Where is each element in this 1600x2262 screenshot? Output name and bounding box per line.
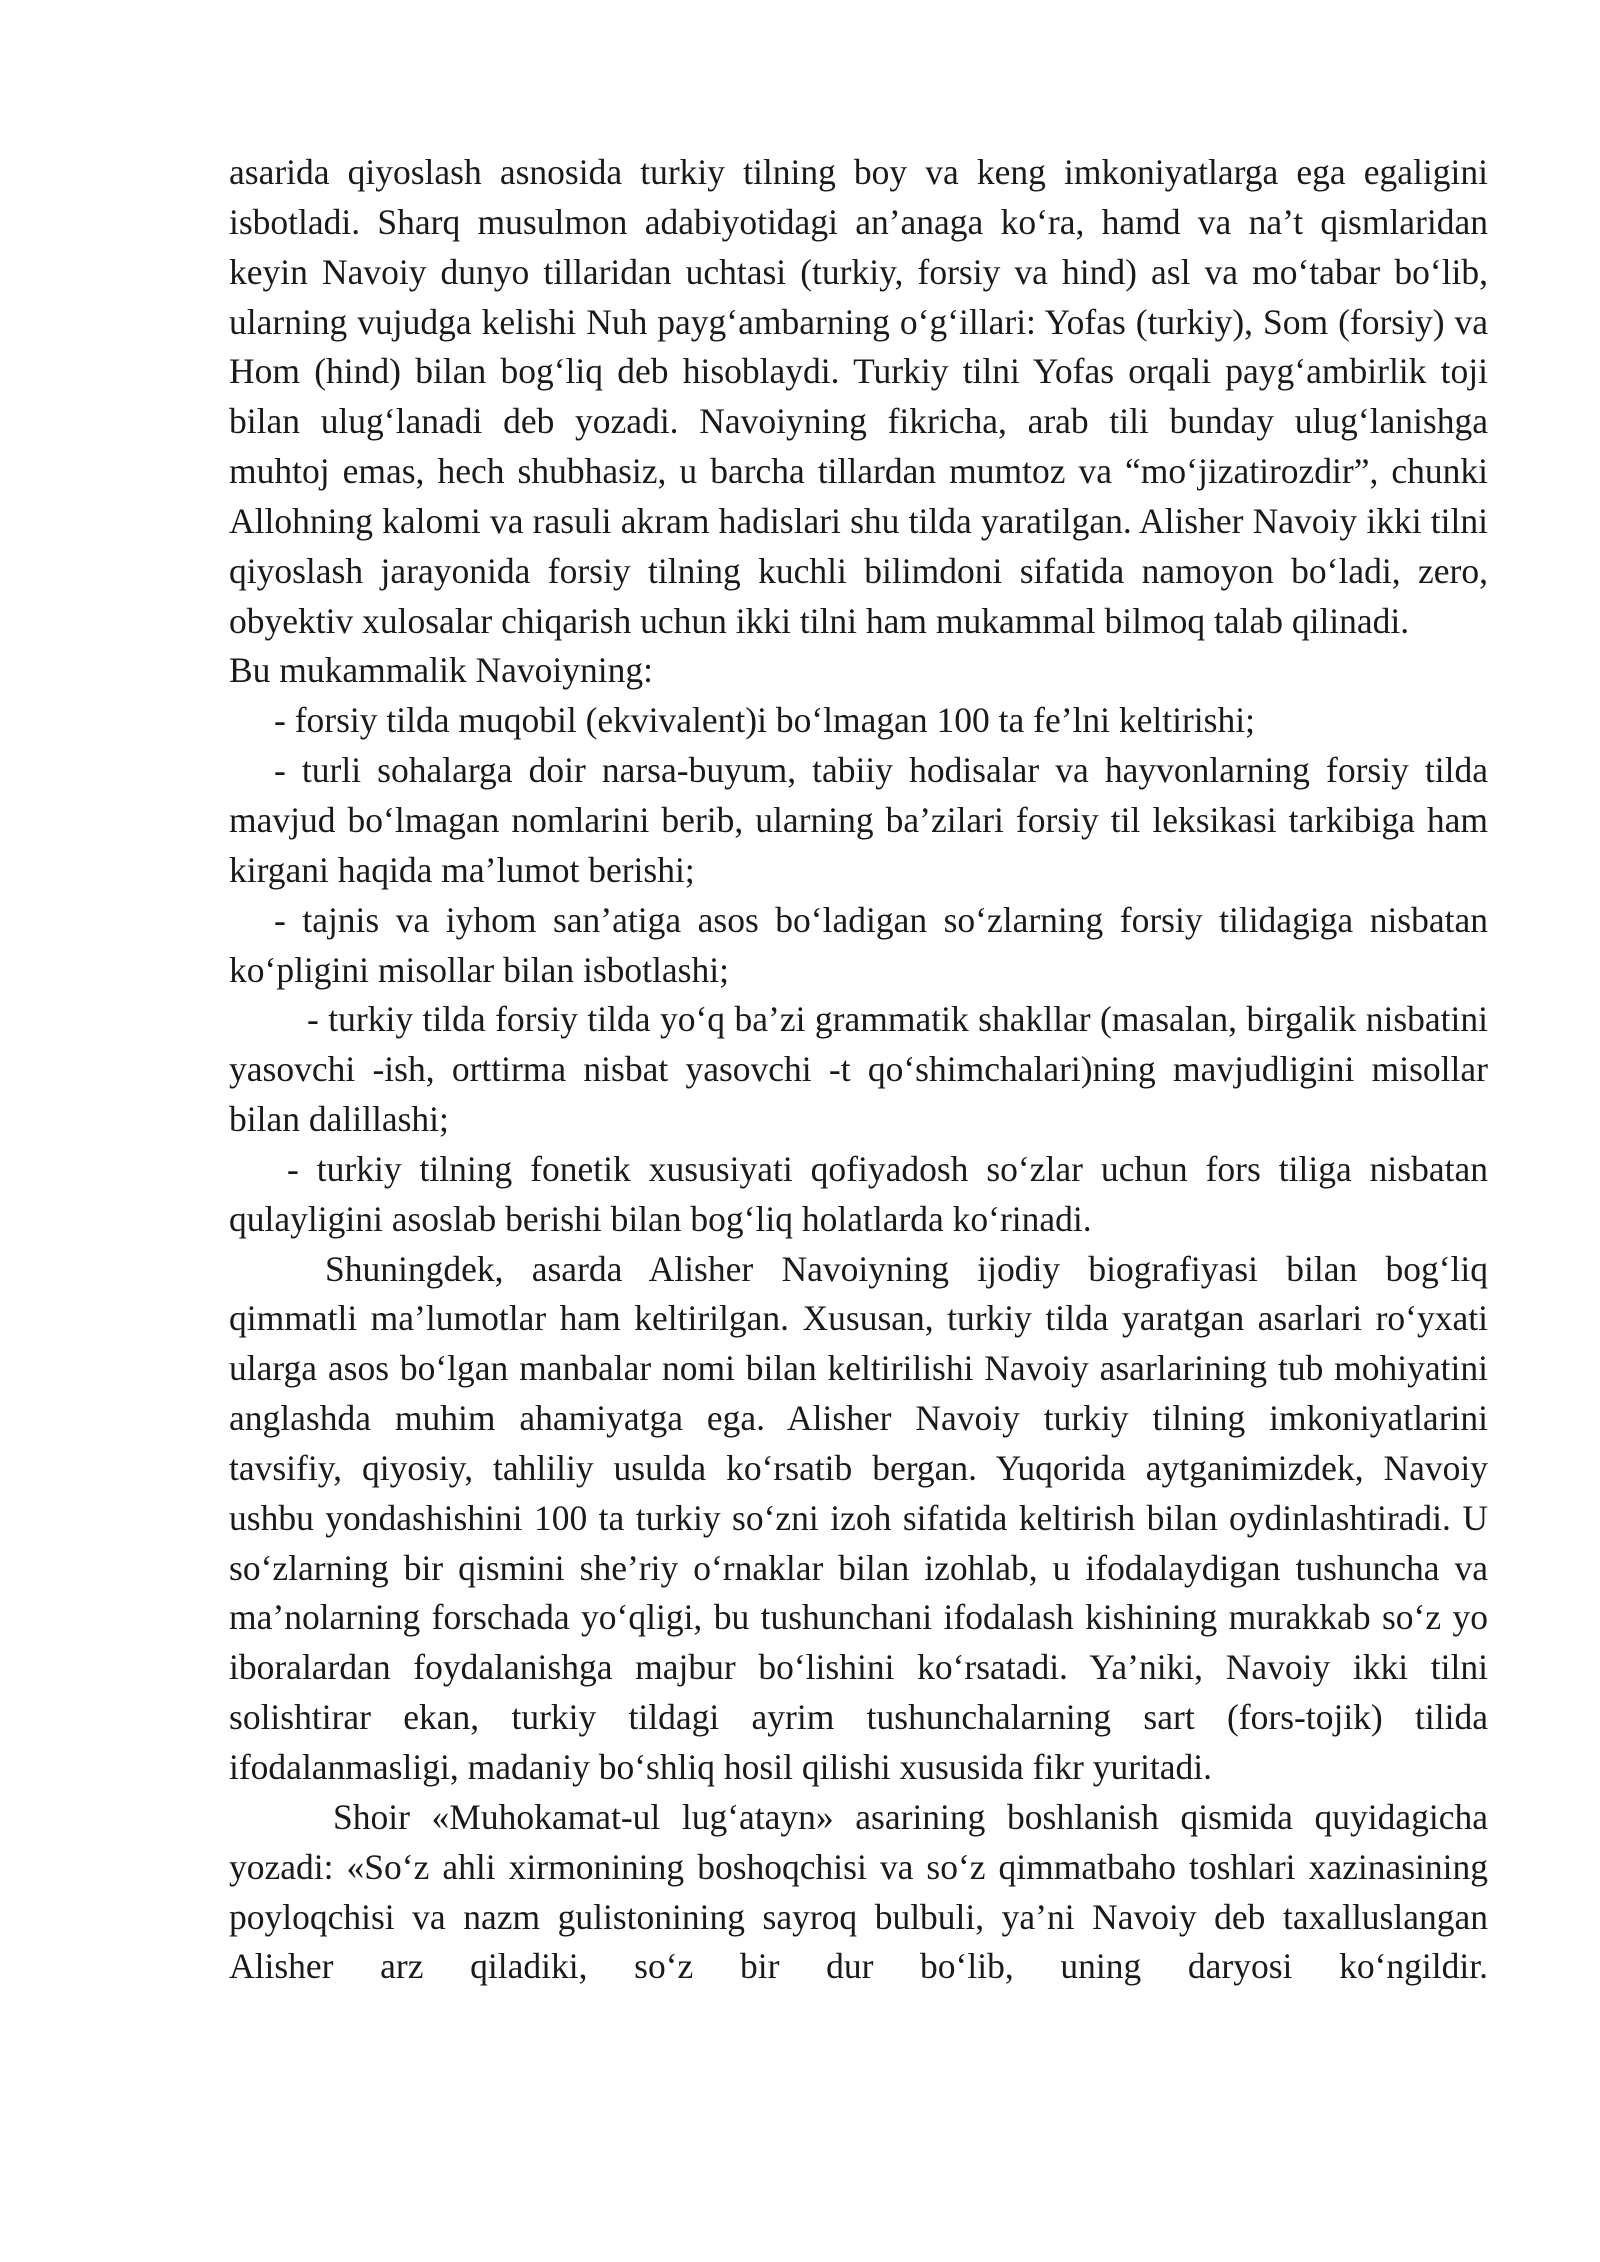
list-item-phonetics: - turkiy tilning fonetik xususiyati qofiyadosh so‘zlar uchun fors tiliga nisbatan qulayligini asoslab berishi bilan bog‘liq holatlarda ko‘rinadi. (229, 1148, 1488, 1239)
list-item-names: - turli sohalarga doir narsa-buyum, tabiiy hodisalar va hayvonlarning forsiy tilda mavjud bo‘lmagan nomlarini berib, ularning ba’zilari forsiy til leksikasi tarkibiga ham kirgani haqida ma’lumot berishi; (229, 750, 1488, 890)
paragraph-biography: Shuningdek, asarda Alisher Navoiyning ijodiy biografiyasi bilan bog‘liq qimmatli ma’lumotlar ham keltirilgan. Xususan, turkiy tilda yaratgan asarlari ro‘yxati ularga asos bo‘lgan manbalar nomi bilan keltirilishi Navoiy asarlarining tub mohiyatini anglashda muhim ahamiyatga ega. Alisher Navoiy turkiy tilning imkoniyatlarini tavsifiy, qiyosiy, tahliliy usulda ko‘rsatib bergan. Yuqorida aytganimizdek, Navoiy ushbu yondashishini 100 ta turkiy so‘zni izoh sifatida keltirish bilan oydinlashtiradi. U so‘zlarning bir qismini she’riy o‘rnaklar bilan izohlab, u ifodalaydigan tushuncha va ma’nolarning forschada yo‘qligi, bu tushunchani ifodalash kishining murakkab so‘z yo iboralardan foydalanishga majbur bo‘lishini ko‘rsatadi. Ya’niki, Navoiy ikki tilni solishtirar ekan, turkiy tildagi ayrim tushunchalarning sart (fors-tojik) tilida ifodalanmasligi, madaniy bo‘shliq hosil qilishi xususida fikr yuritadi. (229, 1248, 1488, 1787)
paragraph-quote: Shoir «Muhokamat-ul lug‘atayn» asarining boshlanish qismida quyidagicha yozadi: «So‘z ahli xirmonining boshoqchisi va so‘z qimmatbaho toshlari xazinasining poyloqchisi va nazm gulistonining sayroq bulbuli, ya’ni Navoiy deb taxalluslangan Alisher arz qiladiki, so‘z bir dur bo‘lib, uning daryosi ko‘ngildir. (229, 1796, 1488, 1987)
document-page (229, 148, 1488, 1992)
list-item-grammar: - turkiy tilda forsiy tilda yo‘q ba’zi grammatik shakllar (masalan, birgalik nisbatini yasovchi -ish, orttirma nisbat yasovchi -t qo‘shimchalari)ning mavjudligini misollar bilan dalillashi; (229, 999, 1488, 1140)
list-item-tajnis: - tajnis va iyhom san’atiga asos bo‘ladigan so‘zlarning forsiy tilidagiga nisbatan ko‘pligini misollar bilan isbotlashi; (229, 899, 1488, 990)
paragraph-list-intro: Bu mukammalik Navoiyning: (229, 650, 653, 691)
list-item-verbs: - forsiy tilda muqobil (ekvivalent)i bo‘lmagan 100 ta fe’lni keltirishi; (274, 700, 1255, 741)
paragraph-language-comparison: asarida qiyoslash asnosida turkiy tilning boy va keng imkoniyatlarga ega egaligini isbotladi. Sharq musulmon adabiyotidagi an’anaga ko‘ra, hamd va na’t qismlaridan keyin Navoiy dunyo tillaridan uchtasi (turkiy, forsiy va hind) asl va mo‘tabar bo‘lib, ularning vujudga kelishi Nuh payg‘ambarning o‘g‘illari: Yofas (turkiy), Som (forsiy) va Hom (hind) bilan bog‘liq deb hisoblaydi. Turkiy tilni Yofas orqali payg‘ambirlik toji bilan ulug‘lanadi deb yozadi. Navoiyning fikricha, arab tili bunday ulug‘lanishga muhtoj emas, hech shubhasiz, u barcha tillardan mumtoz va “mo‘jizatirozdir”, chunki Allohning kalomi va rasuli akram hadislari shu tilda yaratilgan. Alisher Navoiy ikki tilni qiyoslash jarayonida forsiy tilning kuchli bilimdoni sifatida namoyon bo‘ladi, zero, obyektiv xulosalar chiqarish uchun ikki tilni ham mukammal bilmoq talab qilinadi. (229, 152, 1488, 641)
